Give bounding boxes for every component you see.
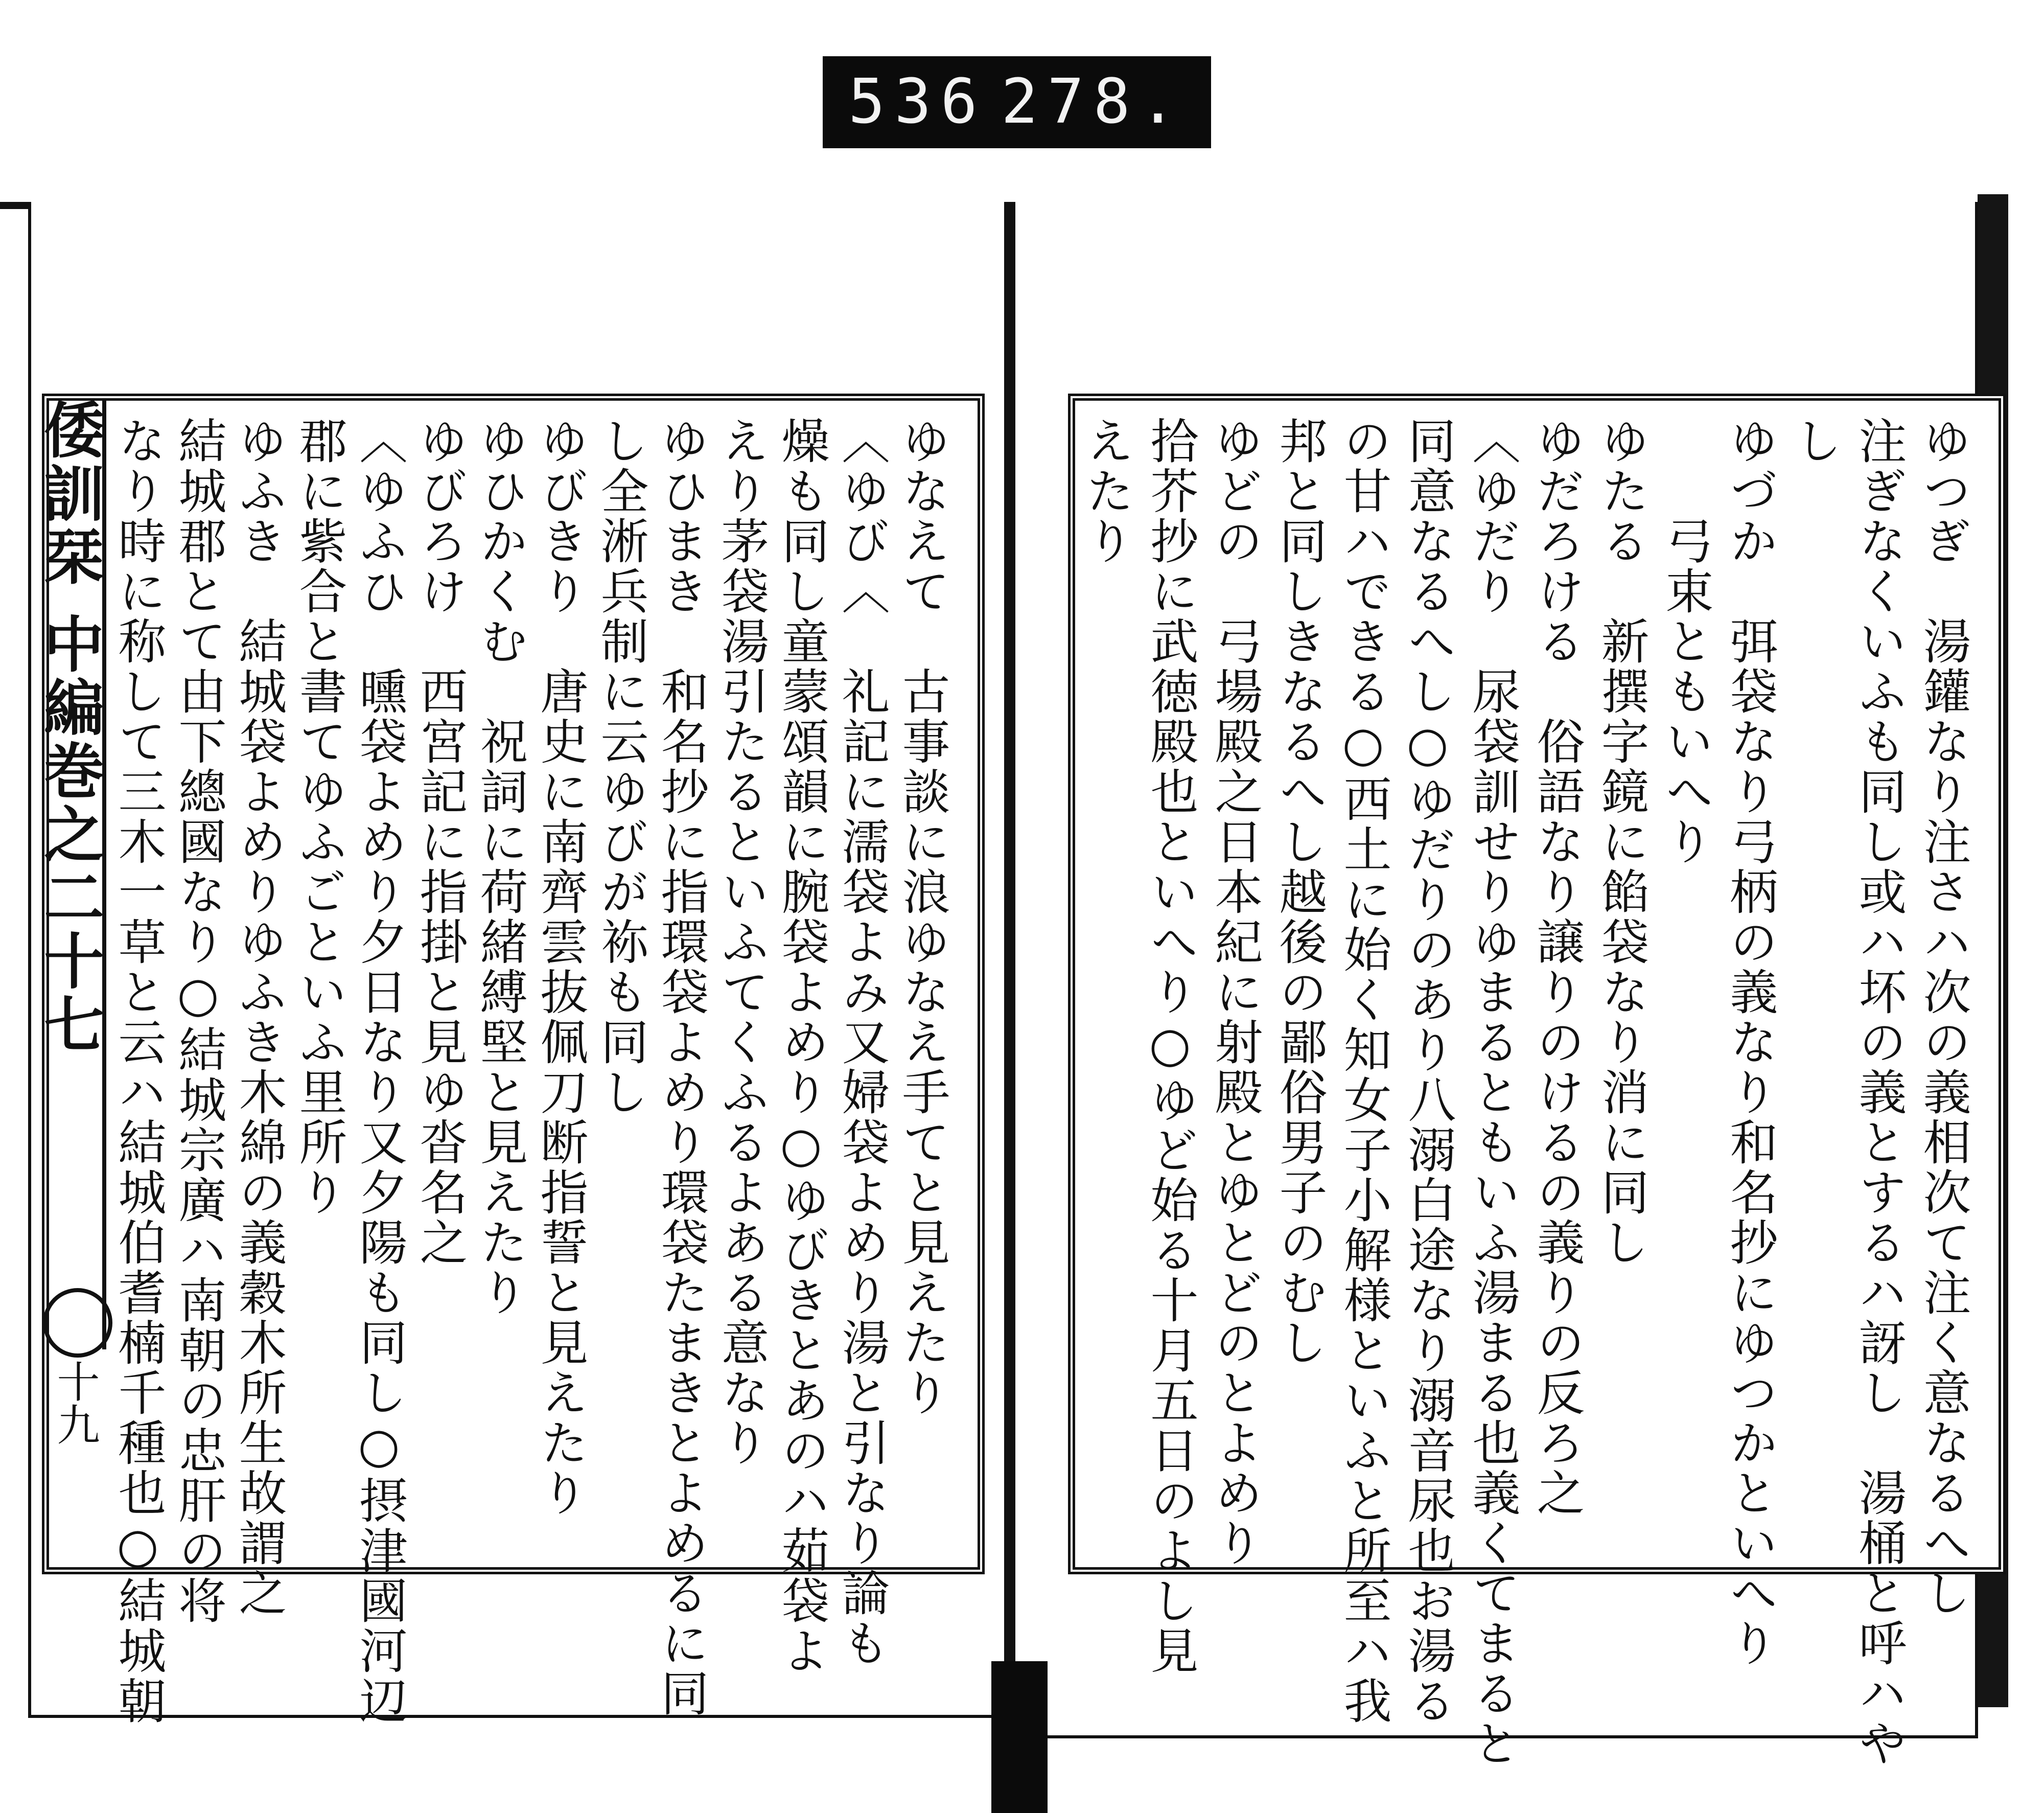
right_page-column: の甘ハできる○西土に始く知女子小解様といふと所至ハ我 [1335,416,1391,1726]
left_page-column: ゆひかくむ 祝詞に荷緒縛堅と見えたり [472,416,527,1318]
right_page-column: 〈ゆだり 尿袋訓せりゆまるともいふ湯まる也義くてまると [1464,416,1520,1769]
right_page-column: し [1786,416,1842,466]
catalog-number-label [823,56,1211,148]
left-page-frame [42,394,985,1726]
left_page-column: 郡に紫合と書てゆふごといふ里所り [291,416,346,1218]
catalog-number-left: 536 [848,66,987,137]
left_page-column: えり茅袋湯引たるといふてくふるよある意なり [713,416,769,1468]
right_page-column: ゆだろける 俗語なり譲りのけるの義りの反ろ之 [1528,416,1584,1518]
left_page-column: ゆなえて 古事談に浪ゆなえ手てと見えたり [894,416,949,1418]
left_page-column: ゆひまき 和名抄に指環袋よめり環袋たまきとよめるに同 [653,416,708,1718]
binding-tab [991,1661,1048,1813]
left_page-column: 燥も同し童蒙頌韻に腕袋よめり○ゆびきとあのハ茹袋よ [773,416,829,1676]
left_page-column: 〈ゆふひ 曛袋よめり夕日なり又夕陽も同し○摂津國河辺 [351,416,407,1726]
right_page-column: 拾芥抄に武徳殿也といへり○ゆど始る十月五日のよし見 [1142,416,1198,1676]
right_page-column: ゆづか 弭袋なり弓柄の義なり和名抄にゆつかといへり [1722,416,1777,1668]
left_page-column: ゆびきり 唐史に南齊雲抜佩刀断指誓と見えたり [532,416,588,1518]
catalog-number-right: 278. [1001,66,1186,137]
spine-title: 倭訓栞 中編巻之二十七 [36,399,106,1349]
right_page-column: えたり [1078,416,1133,566]
left_page-column: ゆびろけ 西宮記に指掛と見ゆ沓名之 [411,416,467,1268]
folio-circle-mark [43,1288,112,1358]
left_page-column: なり時に称して三木一草と云ハ結城伯耆楠千種也○結城朝 [110,416,166,1726]
right_page-column: ゆどの 弓場殿之日本紀に射殿とゆとどのとよめり [1206,416,1262,1568]
left_page-column: 〈ゆび〈 礼記に濡袋よみ又婦袋よめり湯と引なり論も [833,416,889,1668]
right_page-column: 邦と同しきなるへし越後の鄙俗男子のむし [1271,416,1327,1368]
right-page-frame [1068,394,2006,1769]
right_page-column: 弓束ともいへり [1657,416,1713,867]
left_page-column: ゆふき 結城袋よめりゆふき木綿の義穀木所生故謂之 [230,416,286,1618]
right_page-column: 同意なるへし○ゆだりのあり八溺白途なり溺音尿也お湯る [1400,416,1455,1726]
left_page-column: 結城郡とて由下總國なり○結城宗廣ハ南朝の忠肝の将 [170,416,226,1626]
right_page-column: 注ぎなくいふも同し或ハ坏の義とするハ訝し 湯桶と呼ハや [1850,416,1906,1769]
left_page-column: し全淅兵制に云ゆびが袮も同し [592,416,648,1117]
right_page-column: ゆつぎ 湯鑵なり注さハ次の義相次て注く意なるへし [1915,416,1970,1618]
right_page-column: ゆたる 新撰字鏡に餡袋なり消に同し [1593,416,1648,1268]
folio-number: 十九 [50,1360,100,1445]
book-gutter [1004,202,1015,1761]
